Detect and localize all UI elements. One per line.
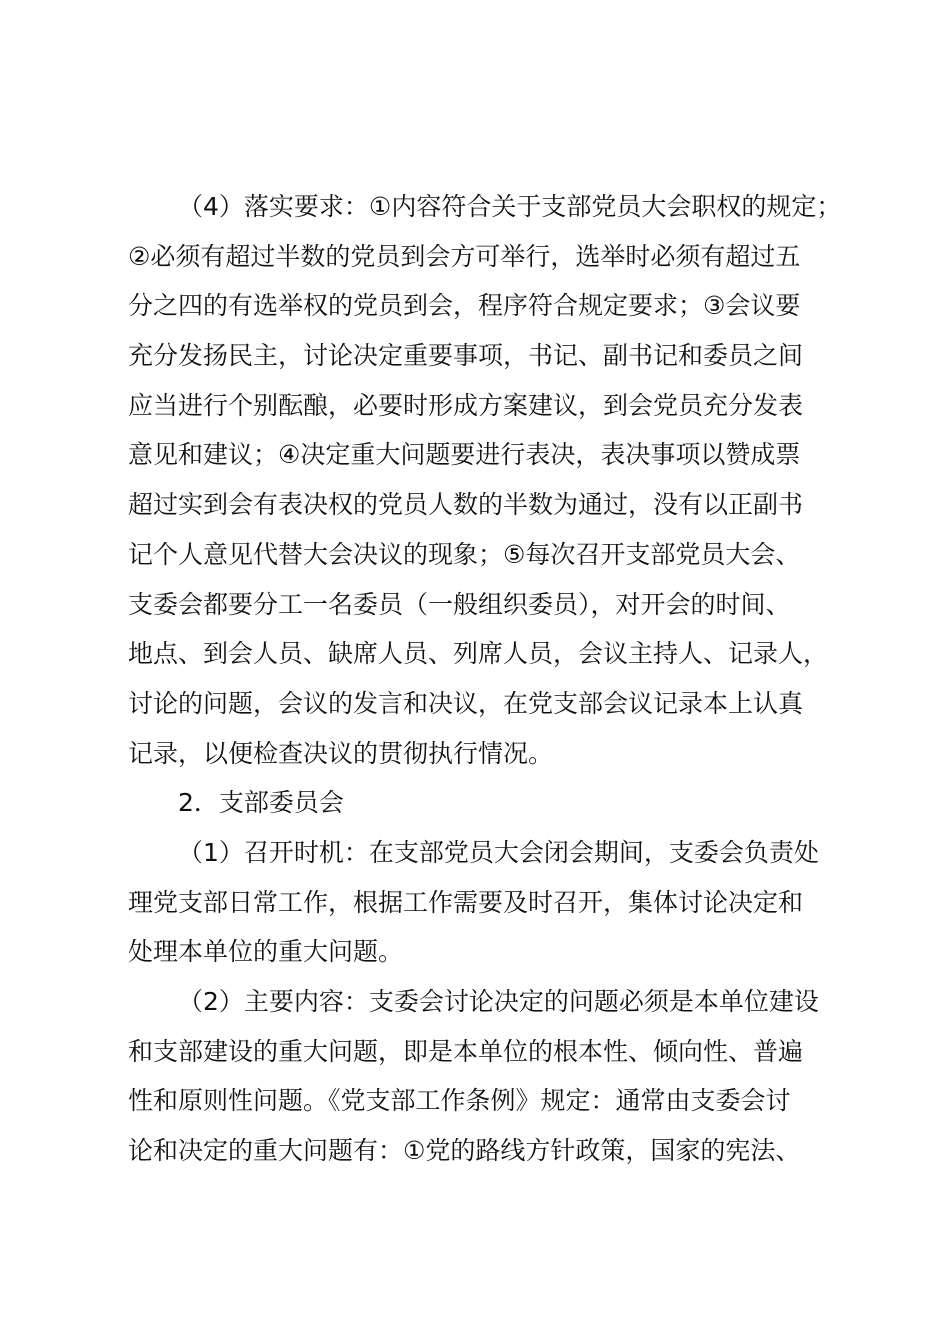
section-heading: 2．支部委员会 <box>178 788 344 818</box>
text-line: 记录，以便检查决议的贯彻执行情况。 <box>128 738 554 768</box>
text-line: 支委会都要分工一名委员（一般组织委员），对开会的时间、 <box>128 589 791 619</box>
text-line: 充分发扬民主，讨论决定重要事项，书记、副书记和委员之间 <box>128 341 804 371</box>
text-line: ②必须有超过半数的党员到会方可举行，选举时必须有超过五 <box>128 241 801 271</box>
text-line: 和支部建设的重大问题，即是本单位的根本性、倾向性、普遍 <box>128 1036 804 1066</box>
text-line: 理党支部日常工作，根据工作需要及时召开，集体讨论决定和 <box>128 887 804 917</box>
text-line: （1）召开时机：在支部党员大会闭会期间，支委会负责处 <box>178 837 819 867</box>
text-line: 应当进行个别酝酿，必要时形成方案建议，到会党员充分发表 <box>128 390 804 420</box>
text-line: （4）落实要求：①内容符合关于支部党员大会职权的规定； <box>178 192 842 221</box>
text-line: （2）主要内容：支委会讨论决定的问题必须是本单位建设 <box>178 987 819 1016</box>
text-line: 性和原则性问题。《党支部工作条例》规定：通常由支委会讨 <box>128 1086 791 1116</box>
text-line: 意见和建议；④决定重大问题要进行表决，表决事项以赞成票 <box>128 440 801 470</box>
text-line: 讨论的问题，会议的发言和决议，在党支部会议记录本上认真 <box>128 688 804 718</box>
text-line: 地点、到会人员、缺席人员、列席人员，会议主持人、记录人， <box>128 639 829 669</box>
text-line: 分之四的有选举权的党员到会，程序符合规定要求；③会议要 <box>128 291 801 321</box>
paragraph-implementation-requirements <box>128 182 840 778</box>
section-heading-branch-committee <box>128 778 840 828</box>
document-body <box>128 182 840 1176</box>
paragraph-main-content <box>128 977 840 1176</box>
text-line: 记个人意见代替大会决议的现象；⑤每次召开支部党员大会、 <box>128 539 801 569</box>
text-line: 超过实到会有表决权的党员人数的半数为通过，没有以正副书 <box>128 490 804 520</box>
text-line: 处理本单位的重大问题。 <box>128 937 404 967</box>
paragraph-meeting-timing <box>128 828 840 977</box>
text-line: 论和决定的重大问题有：①党的路线方针政策，国家的宪法、 <box>128 1136 801 1166</box>
